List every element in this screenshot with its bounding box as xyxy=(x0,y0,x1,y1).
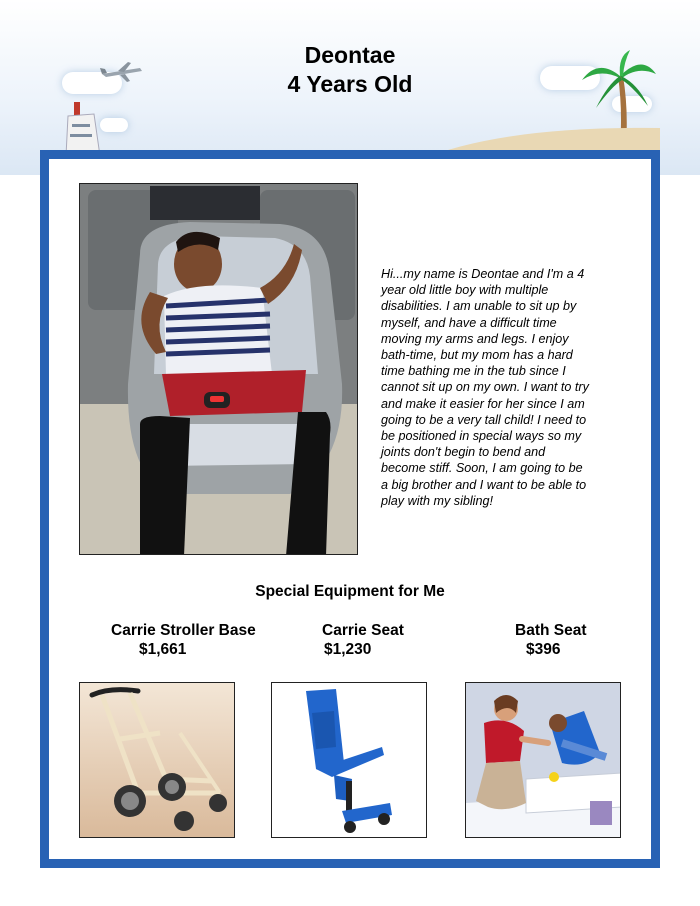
cloud-small xyxy=(100,118,128,132)
equipment-price: $1,230 xyxy=(324,641,372,658)
equipment-name: Carrie Seat xyxy=(322,622,404,639)
equipment-item xyxy=(111,621,256,659)
carrie-seat-photo xyxy=(271,682,427,838)
equipment-item xyxy=(322,621,404,659)
ship-icon xyxy=(64,100,104,156)
equipment-price: $396 xyxy=(526,641,561,658)
child-age: 4 Years Old xyxy=(287,71,413,97)
stroller-base-photo xyxy=(79,682,235,838)
equipment-name: Bath Seat xyxy=(515,622,587,639)
child-photo xyxy=(79,183,358,555)
equipment-name: Carrie Stroller Base xyxy=(111,622,256,639)
child-name: Deontae xyxy=(304,42,396,68)
equipment-heading: Special Equipment for Me xyxy=(255,583,445,600)
equipment-price: $1,661 xyxy=(139,641,187,658)
bath-seat-photo xyxy=(465,682,621,838)
equipment-item xyxy=(515,621,587,659)
story-paragraph: Hi...my name is Deontae and I'm a 4 year old little boy with multiple disabilities. I am unable to sit up by myself, and have a difficult time moving my arms and legs. I enjoy bath-time, but my mom has a hard time bathing me in the tub since I cannot sit up on my own. I want to try and make it easier for her since I am going to be a very tall child! I need to be positioned in special ways so my joints don't begin to bend and become stiff. Soon, I am going to be a big brother and I want to be able to play with my sibling! xyxy=(381,267,589,508)
